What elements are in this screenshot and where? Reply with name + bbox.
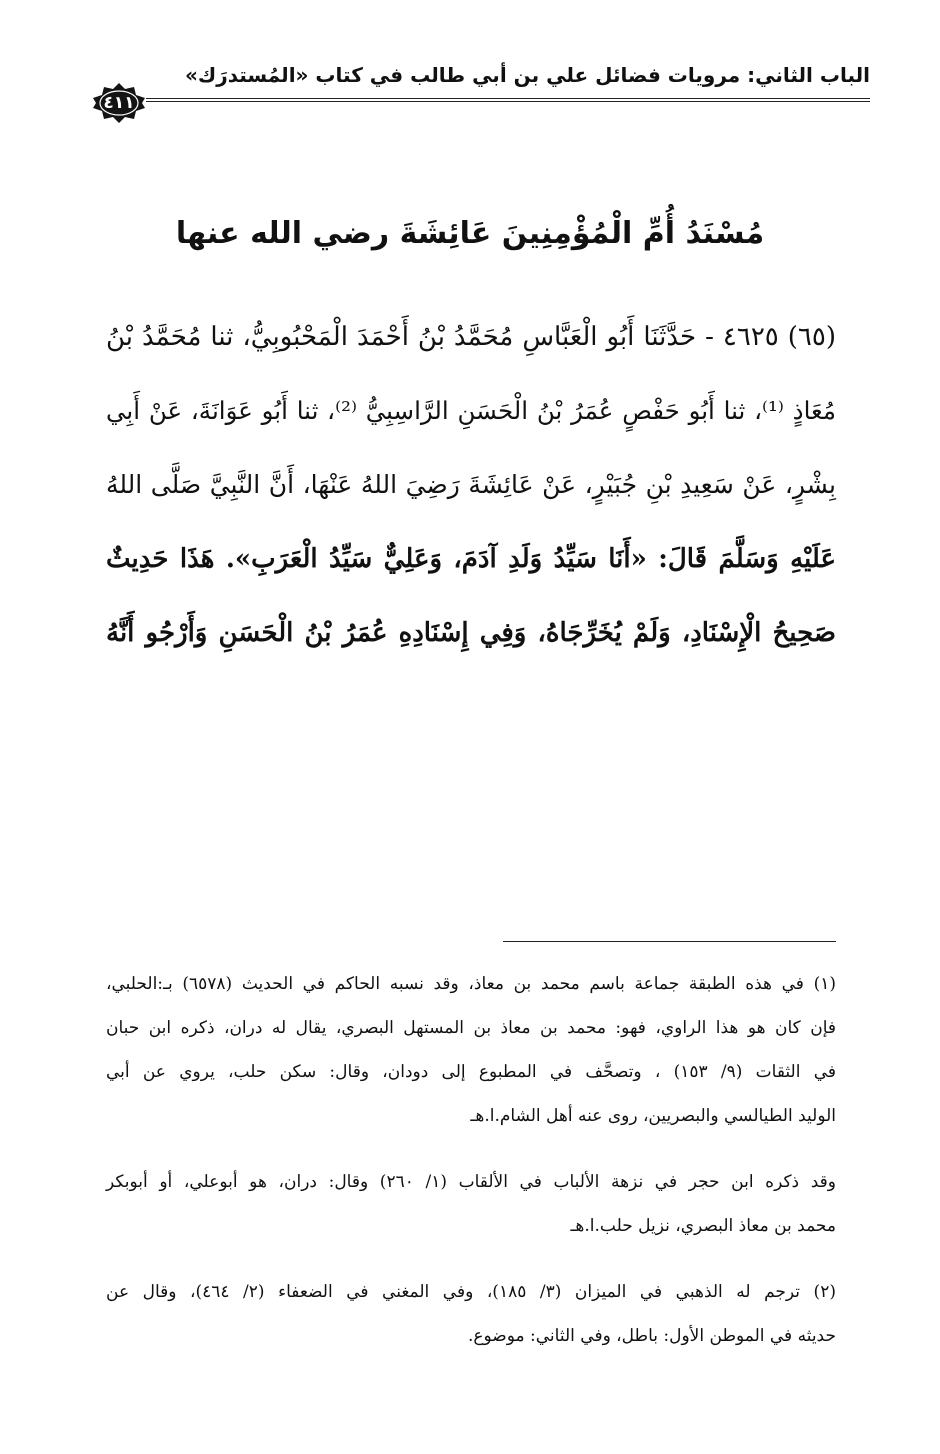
- running-header: [100, 58, 870, 113]
- hadith-line: عَلَيْهِ وَسَلَّمَ قَالَ: «أَنَا سَيِّدُ وَلَدِ آدَمَ، وَعَلِيٌّ سَيِّدُ الْعَرَبِ». هَذَا حَدِيثٌ: [106, 544, 836, 574]
- hadith-line: (٦٥) ٤٦٢٥ - حَدَّثَنَا أَبُو الْعَبَّاسِ مُحَمَّدُ بْنُ أَحْمَدَ الْمَحْبُوبِيُّ، ثنا مُحَمَّدُ بْنُ: [106, 322, 836, 352]
- hadith-line: مُعَاذٍ ⁽¹⁾، ثنا أَبُو حَفْصٍ عُمَرُ بْنُ الْحَسَنِ الرَّاسِبِيُّ ⁽²⁾، ثنا أَبُو عَوَانَةَ، عَنْ أَبِي: [106, 396, 837, 425]
- footnote-line: الوليد الطيالسي والبصريين، روى عنه أهل الشام.ا.هـ: [470, 1106, 836, 1126]
- footnote-separator: [503, 941, 836, 942]
- header-rule: [146, 98, 870, 102]
- footnote-line: وقد ذكره ابن حجر في نزهة الألباب في الألقاب (١/ ٢٦٠) وقال: دران، هو أبوعلي، أو أبوبكر: [106, 1172, 836, 1192]
- hadith-line: بِشْرٍ، عَنْ سَعِيدِ بْنِ جُبَيْرٍ، عَنْ عَائِشَةَ رَضِيَ اللهُ عَنْهَا، أَنَّ النَّبِيَّ صَلَّى اللهُ: [106, 470, 836, 499]
- footnote-line: (١) في هذه الطبقة جماعة باسم محمد بن معاذ، وقد نسبه الحاكم في الحديث (٦٥٧٨) بـ:الحلبي،: [106, 974, 836, 994]
- footnote-spacer: [106, 1248, 836, 1270]
- footnote-2: [106, 1270, 836, 1358]
- footnote-1-continuation: [106, 1160, 836, 1248]
- hadith-paragraph: [106, 300, 836, 670]
- footnote-1: [106, 962, 836, 1138]
- running-title: الباب الثاني: مرويات فضائل علي بن أبي طالب في كتاب «المُستدرَك»: [184, 63, 870, 87]
- page-number: ٤١١: [103, 93, 135, 113]
- footnote-line: في الثقات (٩/ ١٥٣) ، وتصحَّف في المطبوع إلى دودان، وقال: سكن حلب، يروي عن أبي: [106, 1062, 836, 1082]
- page-number-badge: [90, 82, 148, 124]
- hadith-line: صَحِيحُ الْإِسْنَادِ، وَلَمْ يُخَرِّجَاهُ، وَفِي إِسْنَادِهِ عُمَرُ بْنُ الْحَسَنِ وَأَرْجُو أَنَّهُ: [106, 618, 836, 648]
- footnote-line: حديثه في الموطن الأول: باطل، وفي الثاني: موضوع.: [467, 1326, 836, 1346]
- footnotes: [106, 962, 836, 1358]
- footnote-line: محمد بن معاذ البصري، نزيل حلب.ا.هـ: [570, 1216, 836, 1236]
- footnote-line: (٢) ترجم له الذهبي في الميزان (٣/ ١٨٥)، وفي المغني في الضعفاء (٢/ ٤٦٤)، وقال عن: [106, 1282, 836, 1302]
- footnote-spacer: [106, 1138, 836, 1160]
- footnote-line: فإن كان هو هذا الراوي، فهو: محمد بن معاذ بن المستهل البصري، يقال له دران، ذكره ابن حبان: [106, 1018, 836, 1038]
- section-title: مُسْنَدُ أُمِّ الْمُؤْمِنِينَ عَائِشَةَ رضي الله عنها: [175, 216, 765, 251]
